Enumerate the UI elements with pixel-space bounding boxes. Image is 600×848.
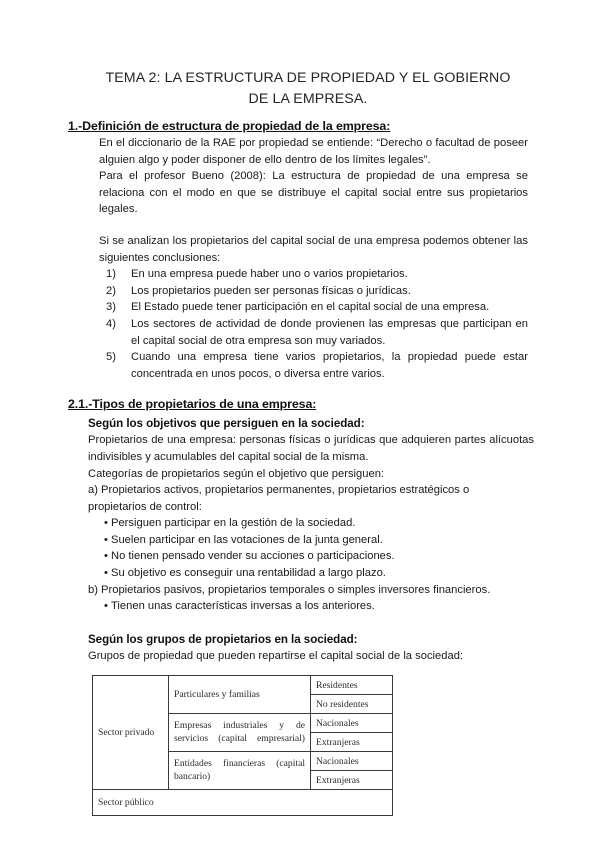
list-bullets-activos xyxy=(0,515,600,581)
table-cell-no-residentes: No residentes xyxy=(311,695,393,714)
page-title-line-2: DE LA EMPRESA. xyxy=(248,91,368,107)
table-cell-extranjeras-2: Extranjeras xyxy=(311,771,393,790)
paragraph-bueno-2008: Para el profesor Bueno (2008): La estructura de propiedad de una empresa se relaciona con el modo en que se distribuye el capital social entre sus propietarios legales. xyxy=(99,170,528,216)
list-item xyxy=(0,316,600,349)
list-bullets-pasivos xyxy=(0,598,600,615)
ownership-table-container xyxy=(0,675,600,816)
table-cell-sector-privado: Sector privado xyxy=(93,676,169,790)
bullet-icon: • xyxy=(104,517,108,530)
table-cell-residentes: Residentes xyxy=(311,676,393,695)
list-marker: 4) xyxy=(106,317,116,330)
bullet-icon: • xyxy=(104,567,108,580)
paragraph-item-b: b) Propietarios pasivos, propietarios temporales o simples inversores financieros. xyxy=(88,583,491,596)
list-item-text: Persiguen participar en la gestión de la sociedad. xyxy=(111,517,356,530)
table-cell-empresas-industriales: Empresas industriales y de servicios (capital empresarial) xyxy=(169,714,311,752)
list-item-text: Los propietarios pueden ser personas físicas o jurídicas. xyxy=(131,284,411,297)
list-item-text: En una empresa puede haber uno o varios propietarios. xyxy=(131,268,408,281)
paragraph-categorias-intro: Categorías de propietarios según el objetivo que persiguen: xyxy=(88,467,385,480)
list-conclusiones xyxy=(0,266,600,382)
list-item-text: Cuando una empresa tiene varios propietarios, la propiedad puede estar concentrada en unos pocos, o diversa entre varios. xyxy=(131,351,528,380)
list-marker: 5) xyxy=(106,351,116,364)
table-row xyxy=(93,676,393,695)
list-marker: 1) xyxy=(106,268,116,281)
list-item xyxy=(0,299,600,316)
table-cell-nacionales-2: Nacionales xyxy=(311,752,393,771)
heading-section-1: 1.-Definición de estructura de propiedad de la empresa: xyxy=(68,119,391,133)
page-title xyxy=(0,0,600,110)
table-cell-extranjeras-1: Extranjeras xyxy=(311,733,393,752)
list-item-text: Los sectores de actividad de donde provienen las empresas que participan en el capital social de otra empresa son muy variados. xyxy=(131,317,528,347)
paragraph-propietarios-definicion: Propietarios de una empresa: personas físicas o jurídicas que adquieren partes alícuotas indivisibles y acumulables del capital social de la misma. xyxy=(88,434,534,463)
list-item xyxy=(0,266,600,283)
page-title-line-1: TEMA 2: LA ESTRUCTURA DE PROPIEDAD Y EL GOBIERNO xyxy=(105,70,511,86)
list-item xyxy=(0,349,600,382)
bullet-icon: • xyxy=(104,600,108,613)
list-item-text: Su objetivo es conseguir una rentabilidad a largo plazo. xyxy=(111,567,386,580)
bullet-icon: • xyxy=(104,550,108,563)
list-item xyxy=(0,565,600,582)
table-cell-nacionales-1: Nacionales xyxy=(311,714,393,733)
list-item xyxy=(0,532,600,549)
paragraph-grupos-intro: Grupos de propiedad que pueden repartirse el capital social de la sociedad: xyxy=(88,649,464,662)
table-cell-entidades-financieras: Entidades financieras (capital bancario) xyxy=(169,752,311,790)
list-item-text: Suelen participar en las votaciones de la junta general. xyxy=(111,533,383,546)
list-marker: 3) xyxy=(106,301,116,314)
list-item xyxy=(0,548,600,565)
list-item xyxy=(0,283,600,300)
list-item-text: No tienen pensado vender su acciones o participaciones. xyxy=(111,550,395,563)
list-item-text: Tienen unas características inversas a los anteriores. xyxy=(111,600,375,613)
list-marker: 2) xyxy=(106,284,116,297)
list-item xyxy=(0,515,600,532)
paragraph-conclusiones-intro: Si se analizan los propietarios del capital social de una empresa podemos obtener las siguientes conclusiones: xyxy=(99,234,528,264)
spacer xyxy=(0,218,600,233)
bullet-icon: • xyxy=(104,533,108,546)
heading-section-2-1: 2.1.-Tipos de propietarios de una empresa: xyxy=(68,397,317,412)
ownership-table xyxy=(92,675,393,816)
heading-segun-grupos: Según los grupos de propietarios en la sociedad: xyxy=(88,632,358,646)
list-item xyxy=(0,598,600,615)
paragraph-rae-definition: En el diccionario de la RAE por propiedad se entiende: “Derecho o facultad de poseer alguien algo y poder disponer de ello dentro de los límites legales”. xyxy=(99,137,528,166)
table-cell-particulares: Particulares y familias xyxy=(169,676,311,714)
list-item-text: El Estado puede tener participación en el capital social de una empresa. xyxy=(131,301,490,314)
paragraph-item-a: a) Propietarios activos, propietarios permanentes, propietarios estratégicos o propietarios de control: xyxy=(88,484,470,513)
table-cell-sector-publico: Sector público xyxy=(93,790,393,816)
table-row xyxy=(93,790,393,816)
heading-segun-objetivos: Según los objetivos que persiguen en la sociedad: xyxy=(88,417,365,431)
